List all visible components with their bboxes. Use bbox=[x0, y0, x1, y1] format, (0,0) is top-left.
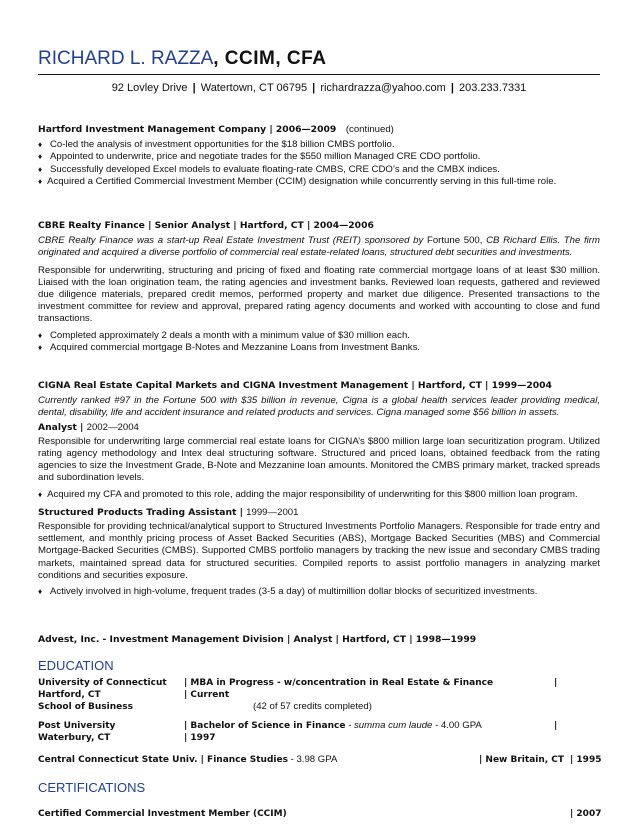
bullet-list bbox=[38, 330, 600, 354]
resume-name bbox=[38, 48, 326, 70]
city: Watertown, CT 06795 bbox=[200, 82, 308, 94]
certifications-section bbox=[38, 808, 600, 820]
diamond-bullet-icon: ♦ bbox=[38, 176, 43, 186]
diamond-bullet-icon: ♦ bbox=[38, 489, 43, 499]
company-description: CBRE Realty Finance was a start-up Real Estate Investment Trust (REIT) sponsored by Fortune 500, CB Richard Ellis. The firm originated and acquired a diverse portfolio of commercial real estate-related loans, structured debt securities and investments. bbox=[38, 235, 600, 259]
job-description: Responsible for underwriting, structuring and pricing of fixed and floating rate commercial mortgage loans of at least $30 million. Liaised with the loan origination team, the rating agencies and investment banks. Reviewed loan requests, gathered and reviewed due diligence materials, prepared credit memos, performed property and market due diligence. Presented transactions to the investment committee for review and approval, prepared rating agency documents and worked with accounting to close and fund transactions. bbox=[38, 264, 600, 325]
job-heading: Hartford Investment Management Company | 2006—2009 (continued) bbox=[38, 124, 394, 135]
list-item: ♦ Successfully developed Excel models to evaluate floating-rate CMBS, CRE CDO’s and the CMBX indices. bbox=[38, 163, 500, 175]
diamond-bullet-icon: ♦ bbox=[38, 164, 43, 174]
diamond-bullet-icon: ♦ bbox=[38, 152, 43, 162]
header-divider bbox=[38, 74, 600, 75]
bullet-list bbox=[38, 139, 600, 188]
role-heading: Structured Products Trading Assistant | 1999—2001 bbox=[38, 506, 299, 518]
list-item: ♦ Appointed to underwrite, price and negotiate trades for the $550 million Managed CRE CDO portfolio. bbox=[38, 151, 481, 163]
list-item: ♦ Acquired a Certified Commercial Investment Member (CCIM) designation while concurrently serving in this full-time role. bbox=[38, 175, 557, 187]
certifications-title: CERTIFICATIONS bbox=[38, 780, 146, 795]
advest-section bbox=[38, 634, 600, 646]
separator: | bbox=[450, 82, 454, 94]
diamond-bullet-icon: ♦ bbox=[38, 330, 43, 340]
list-item: ♦ Co-led the analysis of investment opportunities for the $18 billion CMBS portfolio. bbox=[38, 139, 395, 151]
hartford-section bbox=[38, 124, 600, 188]
education-row: School of Business (42 of 57 credits completed) bbox=[38, 701, 372, 712]
address: 92 Lovley Drive bbox=[111, 82, 188, 94]
role-heading: Analyst | 2002—2004 bbox=[38, 421, 139, 433]
education-row: University of Connecticut | MBA in Progress - w/concentration in Real Estate & Finance | bbox=[38, 678, 558, 688]
education-row: Waterbury, CT | 1997 bbox=[38, 733, 216, 743]
list-item: ♦ Acquired commercial mortgage B-Notes and Mezzanine Loans from Investment Banks. bbox=[38, 341, 421, 353]
education-section bbox=[38, 677, 600, 766]
list-item: ♦ Completed approximately 2 deals a month with a minimum value of $30 million each. bbox=[38, 329, 410, 341]
list-item: ♦ Actively involved in high-volume, frequent trades (3-5 a day) of multimillion dollar blocks of securitized investments. bbox=[38, 586, 538, 598]
company-description: Currently ranked #97 in the Fortune 500 with $35 billion in revenue, Cigna is a global health services leader providing medical, dental, disability, life and accident insurance and related products and services. Cigna managed some $56 billion in assets. bbox=[38, 395, 600, 419]
continued-note: (continued) bbox=[345, 124, 394, 135]
diamond-bullet-icon: ♦ bbox=[38, 587, 43, 597]
separator: | bbox=[312, 82, 316, 94]
bullet-list bbox=[38, 489, 600, 501]
education-title: EDUCATION bbox=[38, 658, 114, 673]
phone: 203.233.7331 bbox=[459, 82, 527, 94]
bullet-list bbox=[38, 586, 600, 598]
email-link[interactable]: richardrazza@yahoo.com bbox=[320, 82, 446, 94]
full-name: RICHARD L. RAZZA bbox=[38, 48, 214, 69]
cigna-section bbox=[38, 380, 600, 598]
job-heading: Advest, Inc. - Investment Management Division | Analyst | Hartford, CT | 1998—1999 bbox=[38, 634, 477, 645]
cbre-section bbox=[38, 220, 600, 354]
diamond-bullet-icon: ♦ bbox=[38, 342, 43, 352]
list-item: ♦ Acquired my CFA and promoted to this role, adding the major responsibility of underwriting for this $800 million loan program. bbox=[38, 488, 578, 500]
education-row: Central Connecticut State Univ. | Finance Studies - 3.98 GPA | New Britain, CT | 1995 bbox=[38, 754, 602, 765]
diamond-bullet-icon: ♦ bbox=[38, 140, 43, 150]
credentials: , CCIM, CFA bbox=[213, 48, 327, 69]
contact-line bbox=[38, 82, 600, 94]
education-row: Hartford, CT | Current bbox=[38, 690, 230, 700]
job-description: Responsible for underwriting large commercial real estate loans for CIGNA’s $800 million large loan securitization program. Utilized rating agency methodology and Intex deal structuring software. Structured and priced loans, obtained feedback from the rating agencies to size the Investment Grade, B-Note and Mezzanine loan amounts. Monitored the CMBS primary market, tracked spreads and subordination levels. bbox=[38, 435, 600, 484]
job-heading: CIGNA Real Estate Capital Markets and CIGNA Investment Management | Hartford, CT | 1999—2004 bbox=[38, 380, 552, 391]
education-row: Post University | Bachelor of Science in Finance - summa cum laude - 4.00 GPA | bbox=[38, 720, 558, 731]
resume-page bbox=[38, 0, 602, 826]
separator: | bbox=[192, 82, 196, 94]
job-description: Responsible for providing technical/analytical support to Structured Investments Portfolio Managers. Responsible for trade entry and settlement, and monthly pricing process of Asset Backed Securities (ABS), Mortgage Backed Securities (MBS) and Commercial Mortgage-Backed Securities (CMBS). Supported CMBS portfolio managers by tracking the new issue and secondary CMBS trading markets, maintained spread data for structured securities. Compiled reports to assist portfolio managers in analyzing market conditions and securities exposure. bbox=[38, 521, 600, 581]
certification-row: Certified Commercial Investment Member (CCIM) | 2007 bbox=[38, 809, 602, 819]
job-heading: CBRE Realty Finance | Senior Analyst | Hartford, CT | 2004—2006 bbox=[38, 220, 374, 231]
